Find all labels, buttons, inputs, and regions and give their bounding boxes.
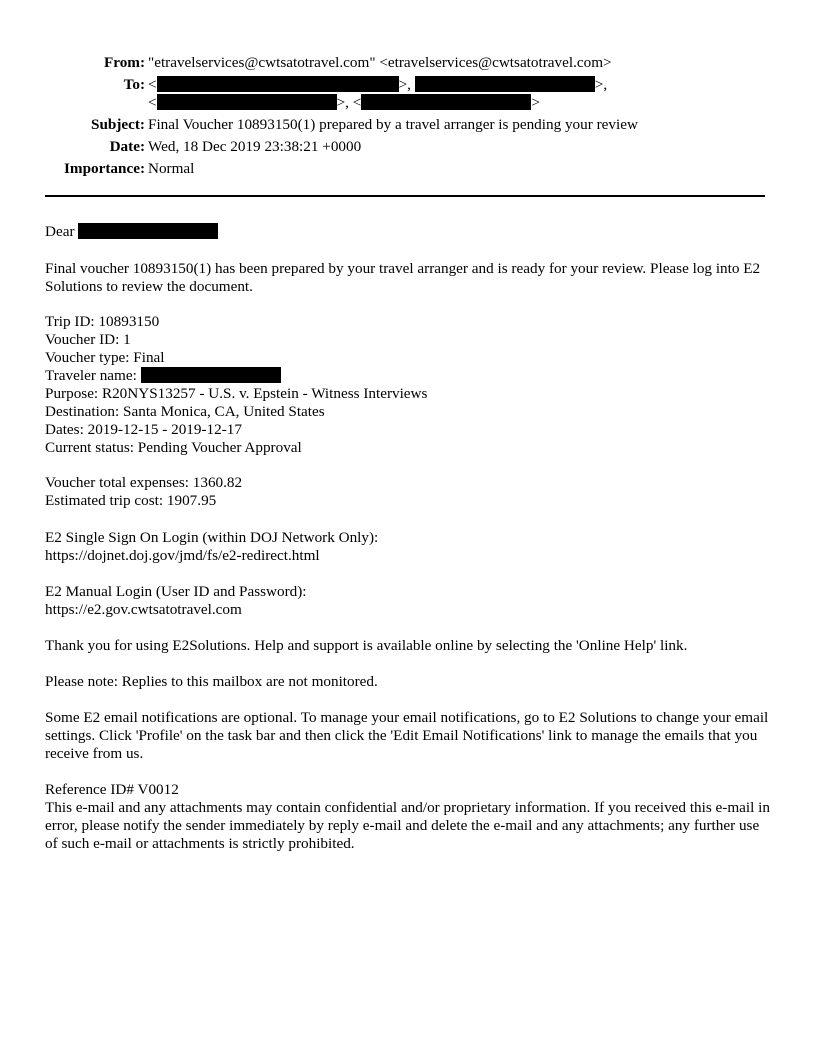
to-value-line1: < >, >,: [148, 76, 608, 93]
header-divider: [45, 195, 765, 197]
reference-id: Reference ID# V0012: [45, 781, 179, 798]
manual-login: [45, 583, 775, 619]
greeting-text: Dear: [45, 223, 75, 240]
optional-notifications: Some E2 email notifications are optional. To manage your email notifications, go to E2 Solutions to change your email settings. Click 'Profile' on the task bar and then click the 'Edit Email Notifications' link to manage the emails that you receive from us.: [45, 709, 769, 762]
to-label: To:: [123, 76, 145, 93]
greeting: [45, 223, 775, 241]
to-value-line2: < >, < >: [148, 94, 540, 111]
redaction: [78, 223, 218, 239]
sso-login: [45, 529, 775, 565]
redaction: [415, 76, 595, 92]
subject-label: Subject:: [91, 116, 145, 133]
sso-url[interactable]: https://dojnet.doj.gov/jmd/fs/e2-redirect.html: [45, 547, 320, 564]
cost-details: [45, 474, 775, 510]
redaction: [157, 94, 337, 110]
manual-url[interactable]: https://e2.gov.cwtsatotravel.com: [45, 601, 242, 618]
destination: Destination: Santa Monica, CA, United States: [45, 403, 325, 420]
dates: Dates: 2019-12-15 - 2019-12-17: [45, 421, 242, 438]
current-status: Current status: Pending Voucher Approval: [45, 439, 302, 456]
traveler-label: Traveler name:: [45, 367, 137, 384]
trip-details: [45, 313, 775, 457]
redaction: [361, 94, 531, 110]
date-label: Date:: [109, 138, 145, 155]
traveler-name: [45, 367, 775, 385]
voucher-id: Voucher ID: 1: [45, 331, 131, 348]
voucher-type: Voucher type: Final: [45, 349, 165, 366]
manual-label: E2 Manual Login (User ID and Password):: [45, 583, 307, 600]
importance-label: Importance:: [64, 160, 145, 177]
date-value: Wed, 18 Dec 2019 23:38:21 +0000: [148, 138, 362, 155]
from-value: "etravelservices@cwtsatotravel.com" <etravelservices@cwtsatotravel.com>: [148, 54, 612, 71]
subject-value: Final Voucher 10893150(1) prepared by a travel arranger is pending your review: [148, 116, 638, 133]
estimated-cost: Estimated trip cost: 1907.95: [45, 492, 217, 509]
note: Please note: Replies to this mailbox are not monitored.: [45, 673, 378, 690]
disclaimer: This e-mail and any attachments may contain confidential and/or proprietary information. If you received this e-mail in error, please notify the sender immediately by reply e-mail and delete the e-mail and any attachments; any further use of such e-mail or attachments is strictly prohibited.: [45, 799, 770, 852]
trip-id: Trip ID: 10893150: [45, 313, 160, 330]
sso-label: E2 Single Sign On Login (within DOJ Network Only):: [45, 529, 379, 546]
importance-value: Normal: [148, 160, 195, 177]
intro-paragraph: Final voucher 10893150(1) has been prepared by your travel arranger and is ready for your review. Please log into E2 Solutions to review the document.: [45, 260, 761, 295]
thanks: Thank you for using E2Solutions. Help and support is available online by selecting the 'Online Help' link.: [45, 637, 688, 654]
redaction: [141, 367, 281, 383]
purpose: Purpose: R20NYS13257 - U.S. v. Epstein - Witness Interviews: [45, 385, 428, 402]
total-expenses: Voucher total expenses: 1360.82: [45, 474, 243, 491]
from-label: From:: [103, 54, 145, 71]
redaction: [157, 76, 399, 92]
